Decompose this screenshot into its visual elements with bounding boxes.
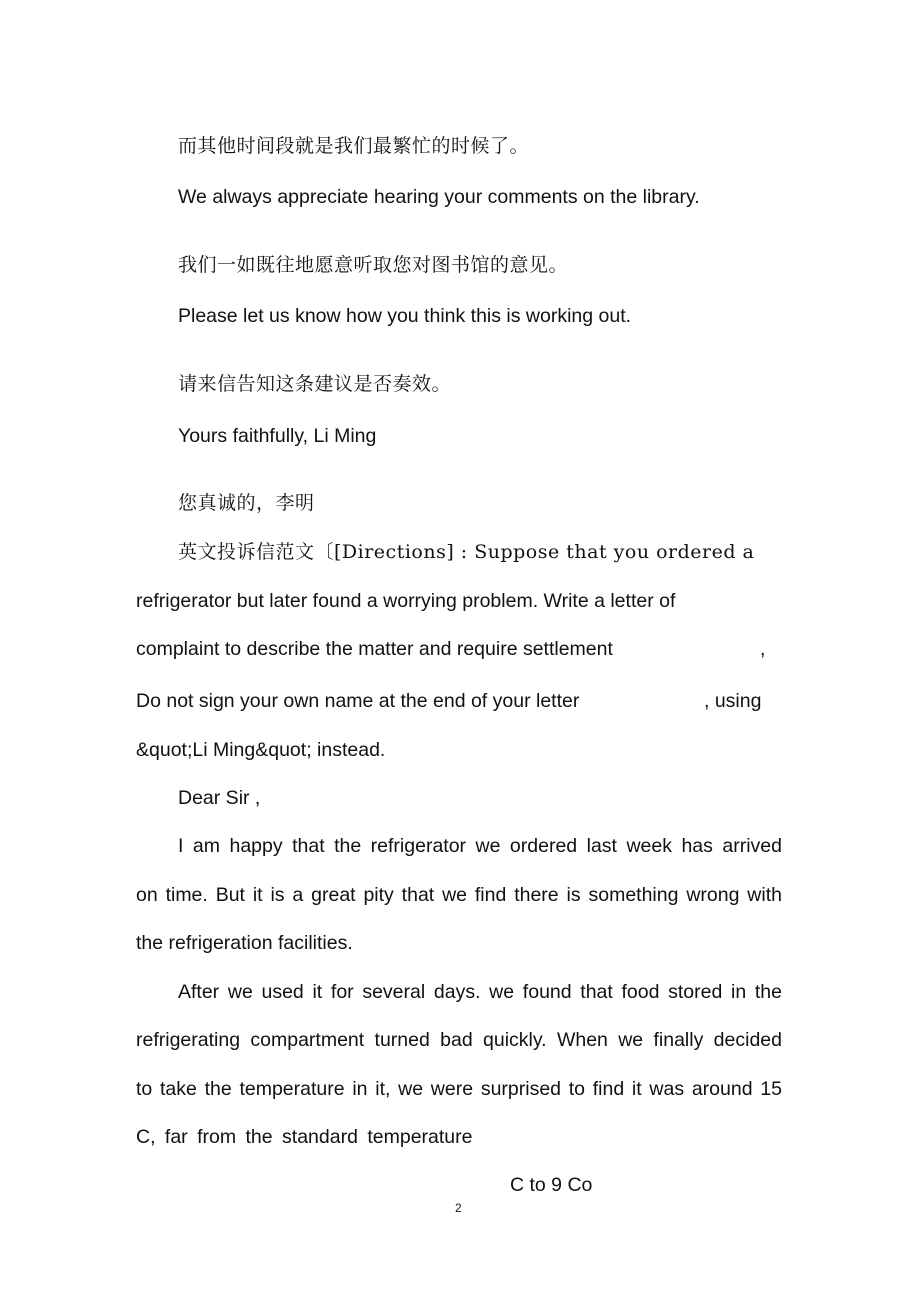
salutation: Dear Sir , [178,787,261,809]
body-line-2: on time. But it is a great pity that we find there is something wrong with [136,884,782,906]
body-line-7: C, far from the standard temperature [136,1126,473,1148]
body-line-3: the refrigeration facilities. [136,932,353,954]
text-line-3: 我们一如既往地愿意听取您对图书馆的意见。 [178,254,569,276]
directions-line-4: Do not sign your own name at the end of your letter [136,690,580,712]
text-line-2: We always appreciate hearing your comments on the library. [178,186,700,208]
text-line-5: 请来信告知这条建议是否奏效。 [178,373,452,395]
directions-line-3-comma: , [760,638,766,660]
body-line-1: I am happy that the refrigerator we ordered last week has arrived [178,835,782,857]
text-line-1: 而其他时间段就是我们最繁忙的时候了。 [178,135,530,157]
body-line-6: to take the temperature in it, we were surprised to find it was around 15 [136,1078,782,1100]
directions-heading: 英文投诉信范文〔[Directions] : Suppose that you ordered a [178,541,755,563]
signature-line-cn: 您真诚的，李明 [178,492,315,514]
text-line-4: Please let us know how you think this is working out. [178,305,632,327]
directions-line-5: &quot;Li Ming&quot; instead. [136,739,386,761]
page-number: 2 [455,1201,462,1215]
signature-line: Yours faithfully, Li Ming [178,425,377,447]
directions-line-1 [178,543,754,563]
body-line-8: C to 9 Co [510,1174,593,1196]
body-line-4: After we used it for several days. we found that food stored in the [178,981,782,1003]
body-line-5: refrigerating compartment turned bad quickly. When we finally decided [136,1029,782,1051]
directions-line-3: complaint to describe the matter and require settlement [136,638,613,660]
directions-line-2: refrigerator but later found a worrying problem. Write a letter of [136,590,676,612]
directions-line-4-tail: , using [704,690,762,712]
